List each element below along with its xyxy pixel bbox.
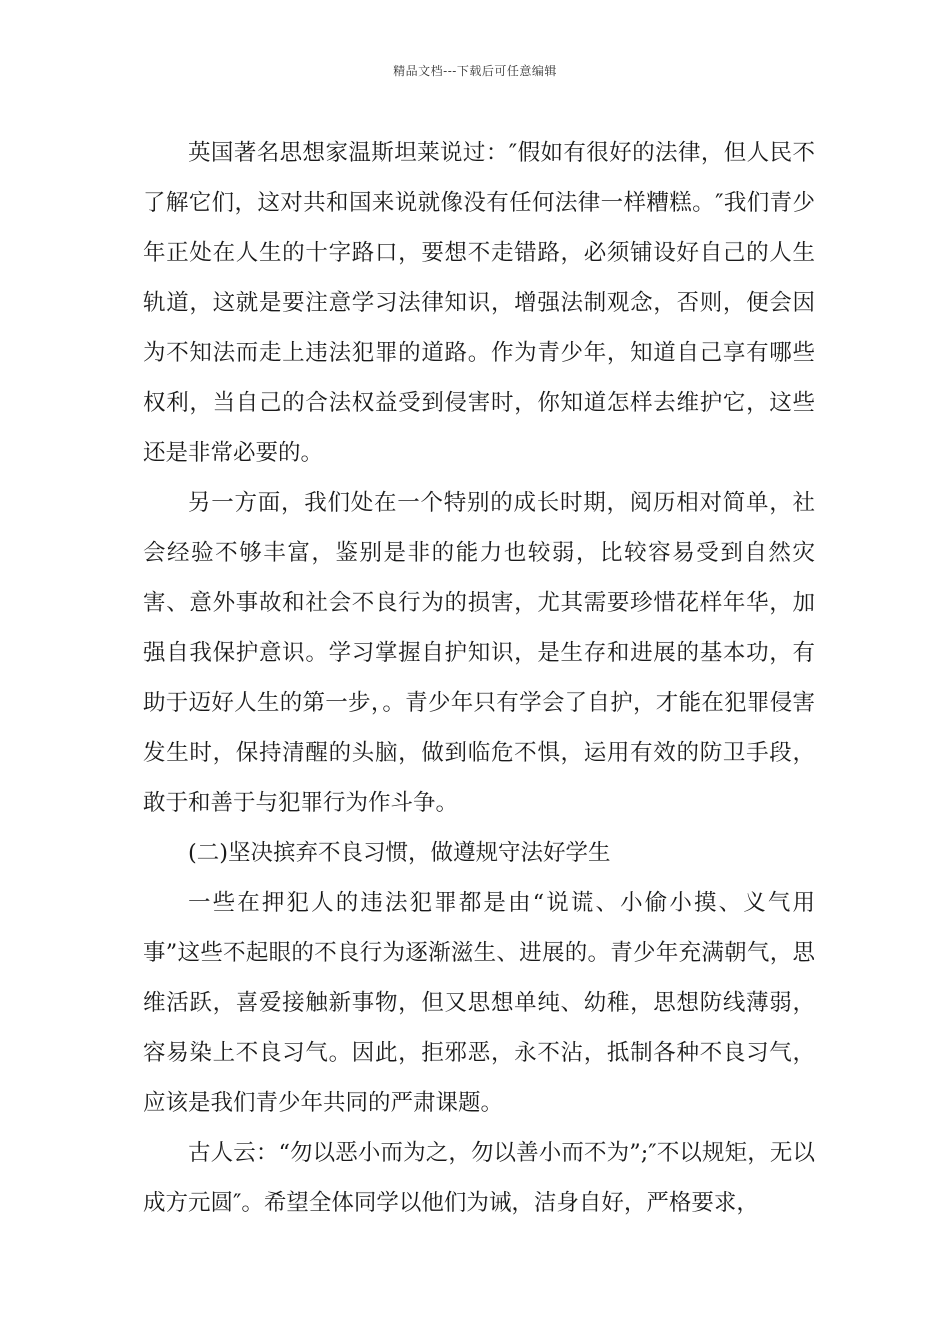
- paragraph-self-protection: 另一方面，我们处在一个特别的成长时期，阅历相对简单，社会经验不够丰富，鉴别是非的能力也较弱，比较容易受到自然灾害、意外事故和社会不良行为的损害，尤其需要珍惜花样年华，加强自我保护意识。学习掌握自护知识，是生存和进展的基本功，有助于迈好人生的第一步，。青少年只有学会了自护，才能在犯罪侵害发生时，保持清醒的头脑，做到临危不惧，运用有效的防卫手段，敢于和善于与犯罪行为作斗争。: [143, 490, 815, 816]
- paragraph-ancient-saying: 古人云：“勿以恶小而为之，勿以善小而不为”;″不以规矩，无以成方元圆″。希望全体同学以他们为诫，洁身自好，严格要求，: [143, 1140, 815, 1216]
- document-body: [143, 128, 815, 1228]
- section-heading: (二)坚决摈弃不良习惯，做遵规守法好学生: [188, 840, 611, 866]
- page-header: 精品文档---下载后可任意编辑: [393, 64, 557, 78]
- paragraph-law-knowledge: 英国著名思想家温斯坦莱说过：″假如有很好的法律，但人民不了解它们，这对共和国来说就像没有任何法律一样糟糕。″我们青少年正处在人生的十字路口，要想不走错路，必须铺设好自己的人生轨道，这就是要注意学习法律知识，增强法制观念，否则，便会因为不知法而走上违法犯罪的道路。作为青少年，知道自己享有哪些权利，当自己的合法权益受到侵害时，你知道怎样去维护它，这些还是非常必要的。: [143, 140, 815, 466]
- paragraph-bad-habits: 一些在押犯人的违法犯罪都是由“说谎、小偷小摸、义气用事”这些不起眼的不良行为逐渐滋生、进展的。青少年充满朝气，思维活跃，喜爱接触新事物，但又思想单纯、幼稚，思想防线薄弱，容易染上不良习气。因此，拒邪恶，永不沾，抵制各种不良习气，应该是我们青少年共同的严肃课题。: [143, 890, 815, 1116]
